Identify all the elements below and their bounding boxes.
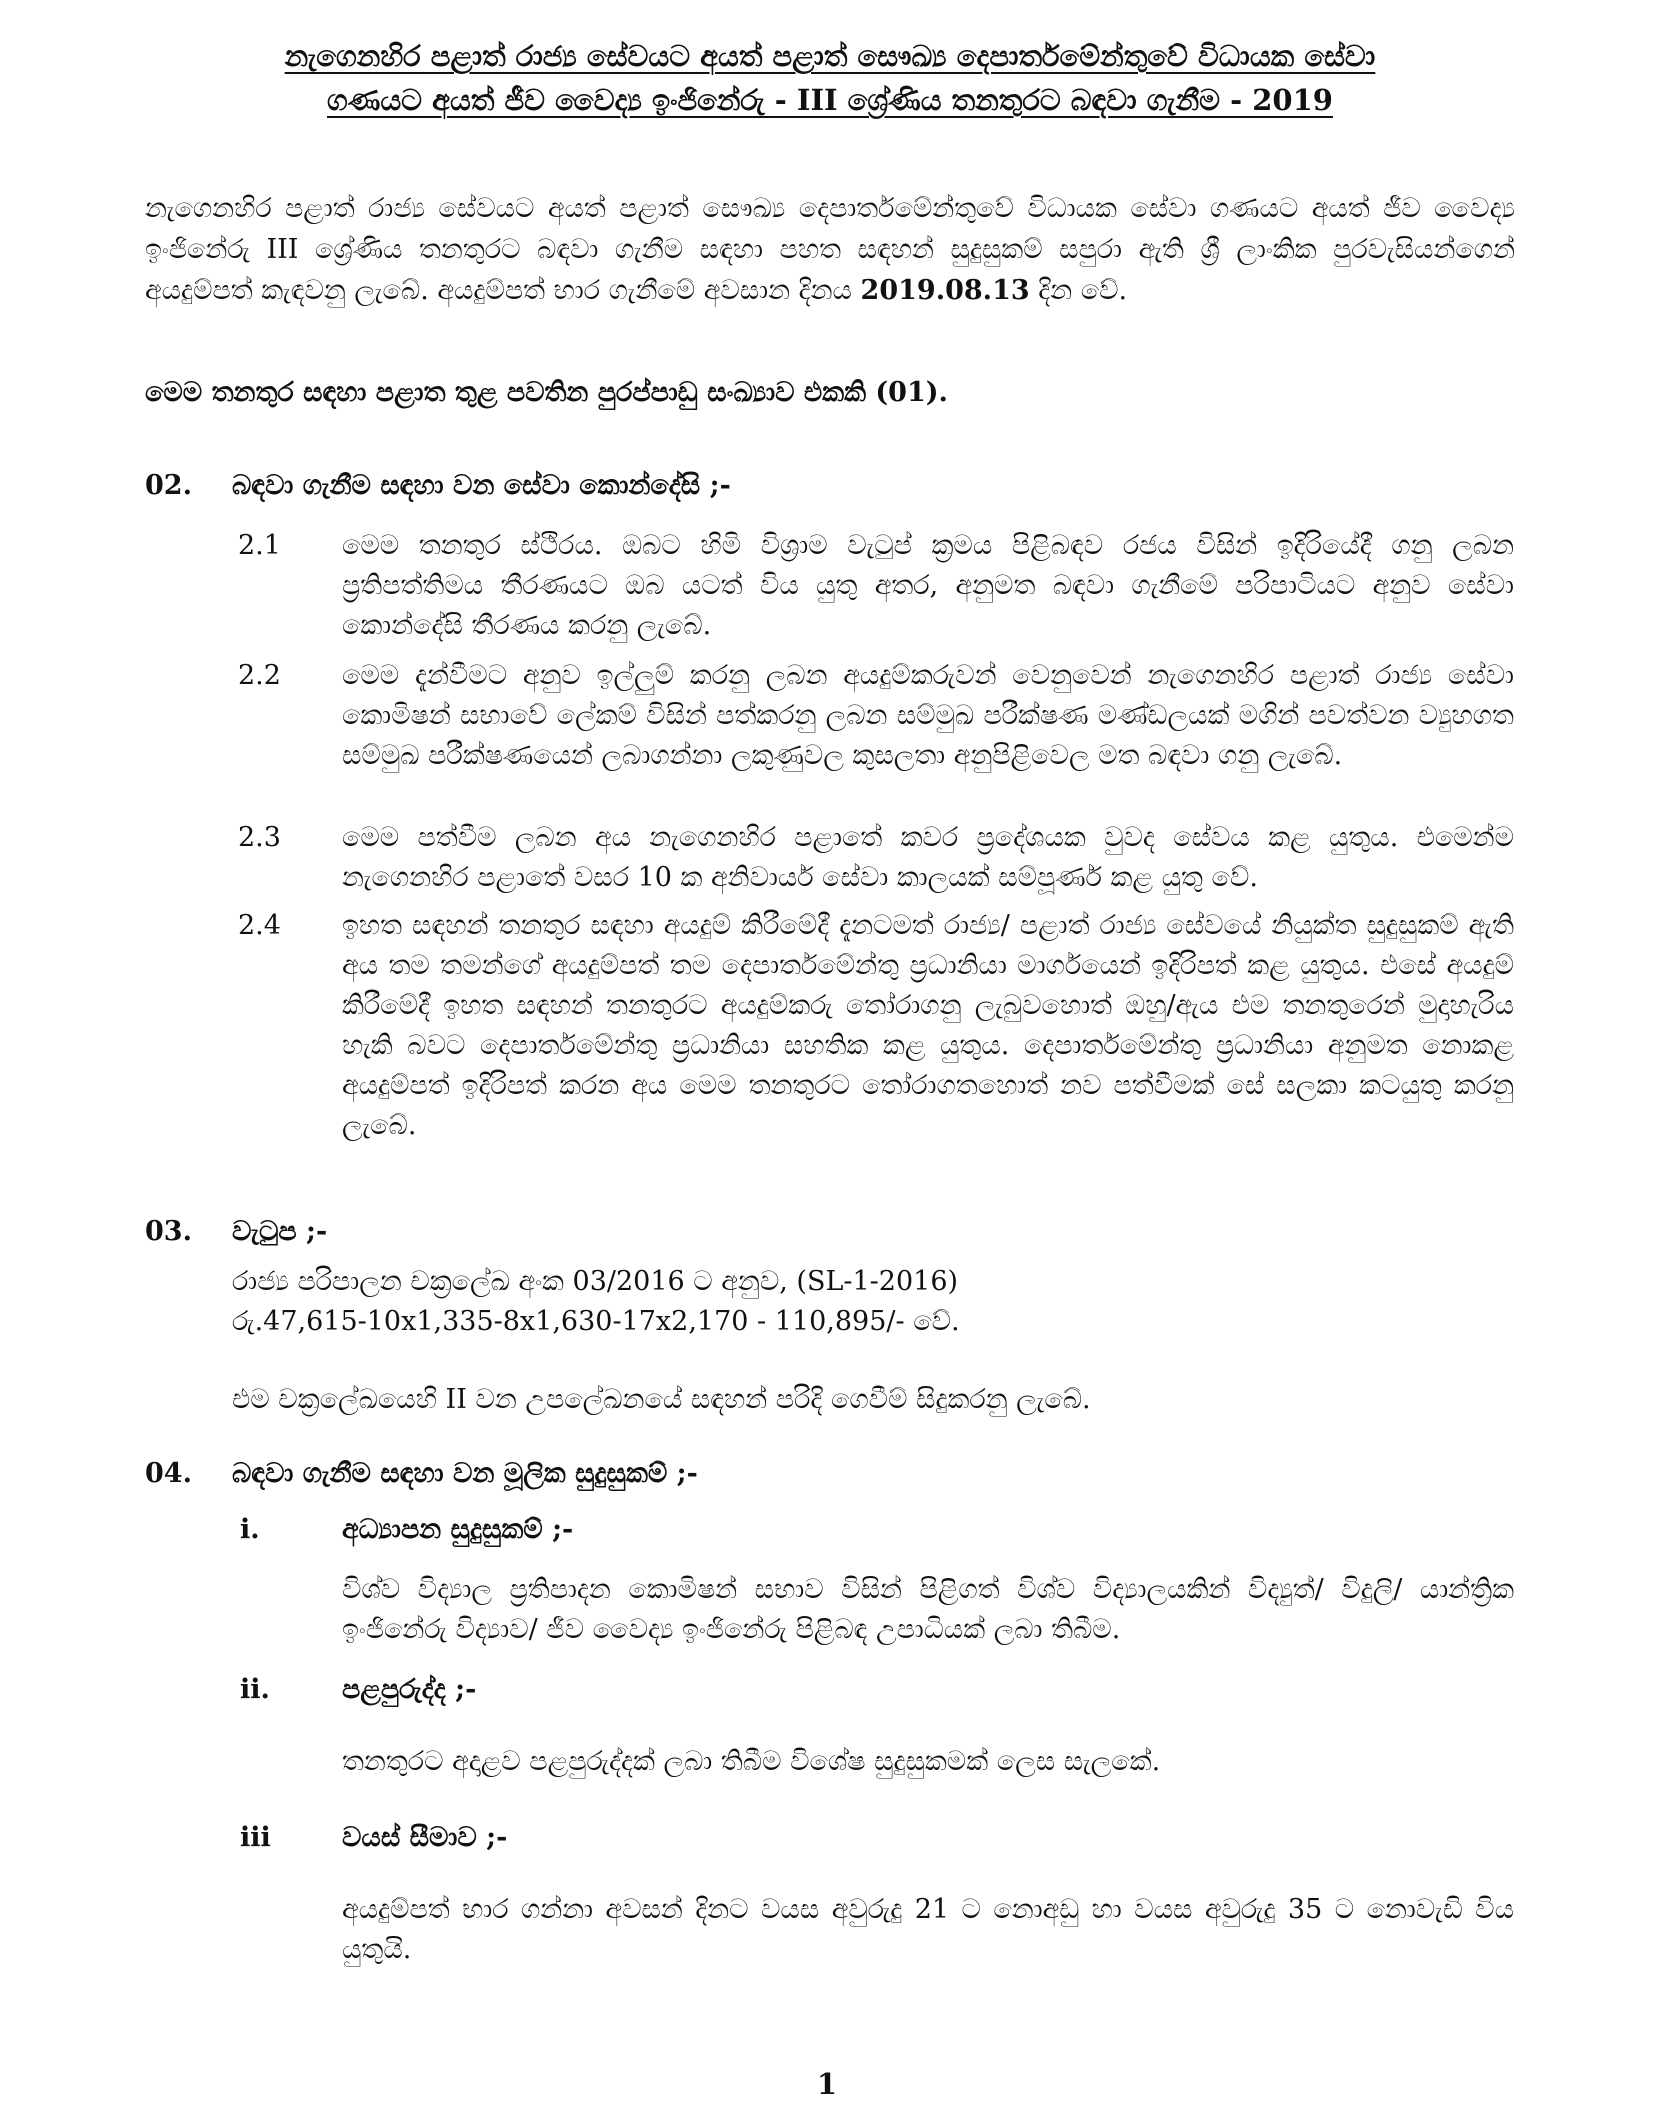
clause-2-4-text: ඉහත සඳහන් තනතුර සඳහා අයදුම් කිරීමේදී දැනටමත් රාජ්‍ය/ පළාත් රාජ්‍ය සේවයේ නියුක්ත සුදුසුකම් ඇති අය තම තමන්ගේ අයදුම්පත් තම දෙපාර්තමේන්තු ප්‍රධානියා මාර්ගයෙන් ඉදිරිපත් කළ යුතුය. එසේ අයදුම් කිරීමේදී ඉහත සඳහන් තනතුරට අයදුම්කරු තෝරාගනු ලැබුවහොත් ඔහු/ඇය එම තනතුරෙන් මුදාහැරිය හැකි බවට දෙපාර්තමේන්තු ප්‍රධානියා සහතික කළ යුතුය. දෙපාර්තමේන්තු ප්‍රධානියා අනුමත නොකළ අයදුම්පත් ඉදිරිපත් කරන අය මෙම තනතුරට තෝරාගතහොත් නව පත්වීමක් සේ සලකා කටයුතු කරනු ලැබේ. bbox=[342, 910, 1514, 1141]
section-3-title: වැටුප ;- bbox=[232, 1216, 328, 1247]
qualification-i-title: අධ්‍යාපන සුදුසුකම් ;- bbox=[342, 1514, 574, 1545]
qualification-ii-number: ii. bbox=[240, 1674, 270, 1705]
section-2-number: 02. bbox=[145, 470, 192, 501]
document-header bbox=[150, 34, 1510, 122]
clause-2-4-number: 2.4 bbox=[238, 910, 281, 941]
section-2-title: බඳවා ගැනීම සඳහා වන සේවා කොන්දේසි ;- bbox=[232, 470, 731, 501]
salary-scale-line: රු.47,615-10x1,335-8x1,630-17x2,170 - 110,895/- වේ. bbox=[232, 1306, 960, 1337]
header-title-line-2: ගණයට අයත් ජීව වෛද්‍ය ඉංජිනේරු - III ශ්‍රේණිය තනතුරට බඳවා ගැනීම - 2019 bbox=[327, 83, 1333, 117]
qualification-ii-title: පළපුරුද්ද ;- bbox=[342, 1674, 477, 1705]
clause-2-1-text: මෙම තනතුර ස්ථිරය. ඔබට හිමි විශ්‍රාම වැටුප් ක්‍රමය පිළිබඳව රජය විසින් ඉදිරියේදී ගනු ලබන ප්‍රතිපත්තිමය තීරණයට ඔබ යටත් විය යුතු අතර, අනුමත බඳවා ගැනීමේ පරිපාටියට අනුව සේවා කොන්දේසි තීරණය කරනු ලැබේ. bbox=[342, 530, 1514, 641]
page-number: 1 bbox=[816, 2067, 838, 2101]
clause-2-3-text: මෙම පත්වීම ලබන අය නැගෙනහිර පළාතේ කවර ප්‍රදේශයක වුවද සේවය කළ යුතුය. එමෙන්ම නැගෙනහිර පළාතේ වසර 10 ක අනිවාර්ය සේවා කාලයක් සම්පූර්ණ කළ යුතු වේ. bbox=[342, 822, 1514, 893]
clause-2-2-text: මෙම දැන්වීමට අනුව ඉල්ලුම් කරනු ලබන අයදුම්කරුවන් වෙනුවෙන් නැගෙනහිර පළාත් රාජ්‍ය සේවා කොමිෂන් සභාවේ ලේකම් විසින් පත්කරනු ලබන සම්මුඛ පරීක්ෂණ මණ්ඩලයක් මගින් පවත්වන ව්‍යුහගත සම්මුඛ පරීක්ෂණයෙන් ලබාගන්නා ලකුණුවල කුසලතා අනුපිළිවෙල මත බඳවා ගනු ලැබේ. bbox=[342, 660, 1514, 771]
clause-2-1-number: 2.1 bbox=[238, 530, 281, 561]
intro-suffix: දින වේ. bbox=[1038, 275, 1128, 306]
section-4-number: 04. bbox=[145, 1458, 192, 1489]
clause-2-3-number: 2.3 bbox=[238, 822, 281, 853]
intro-paragraph bbox=[145, 188, 1515, 311]
closing-date: 2019.08.13 bbox=[860, 275, 1030, 306]
header-title-line-1: නැගෙනහිර පළාත් රාජ්‍ය සේවයට අයත් පළාත් සෞඛ්‍ය දෙපාර්තමේන්තුවේ විධායක සේවා bbox=[284, 39, 1376, 73]
qualification-i-number: i. bbox=[240, 1514, 260, 1545]
qualification-iii-text: අයදුම්පත් භාර ගන්නා අවසන් දිනට වයස අවුරුදු 21 ට නොඅඩු හා වයස අවුරුදු 35 ට නොවැඩි විය යුතුයි. bbox=[342, 1894, 1514, 1965]
qualification-iii-number: iii bbox=[240, 1822, 271, 1853]
qualification-i-text: විශ්ව විද්‍යාල ප්‍රතිපාදන කොමිෂන් සභාව විසින් පිළිගත් විශ්ව විද්‍යාලයකින් විද්‍යුත්/ විදුලි/ යාන්ත්‍රික ඉංජිනේරු විද්‍යාව/ ජීව වෛද්‍ය ඉංජිනේරු පිළිබඳ උපාධියක් ලබා තිබීම. bbox=[342, 1574, 1514, 1645]
salary-payment-note: එම චක්‍රලේඛයෙහි II වන උපලේඛනයේ සඳහන් පරිදි ගෙවීම් සිදුකරනු ලැබේ. bbox=[232, 1384, 1091, 1415]
section-4-title: බඳවා ගැනීම සඳහා වන මූලික සුදුසුකම් ;- bbox=[232, 1458, 698, 1489]
qualification-iii-title: වයස් සීමාව ;- bbox=[342, 1822, 508, 1853]
clause-2-2-number: 2.2 bbox=[238, 660, 281, 691]
section-3-number: 03. bbox=[145, 1216, 192, 1247]
salary-circular-line: රාජ්‍ය පරිපාලන චක්‍රලේඛ අංක 03/2016 ට අනුව, (SL-1-2016) bbox=[232, 1266, 959, 1297]
vacancy-statement: මෙම තනතුර සඳහා පළාත තුළ පවතින පුරප්පාඩු සංඛ්‍යාව එකකි (01). bbox=[145, 377, 948, 408]
intro-text: නැගෙනහිර පළාත් රාජ්‍ය සේවයට අයත් පළාත් සෞඛ්‍ය දෙපාර්තමේන්තුවේ විධායක සේවා ගණයට අයත් ජීව වෛද්‍ය ඉංජිනේරු III ශ්‍රේණිය තනතුරට බඳවා ගැනීම සඳහා පහත සඳහන් සුදුසුකම් සපුරා ඇති ශ්‍රී ලාංකික පුරවැසියන්ගෙන් අයදුම්පත් කැඳවනු ලැබේ. අයදුම්පත් භාර ගැනීමේ අවසාන දිනය bbox=[145, 193, 1515, 306]
qualification-ii-text: තනතුරට අදාළව පළපුරුද්දක් ලබා තිබීම විශේෂ සුදුසුකමක් ලෙස සැලකේ. bbox=[342, 1746, 1161, 1777]
